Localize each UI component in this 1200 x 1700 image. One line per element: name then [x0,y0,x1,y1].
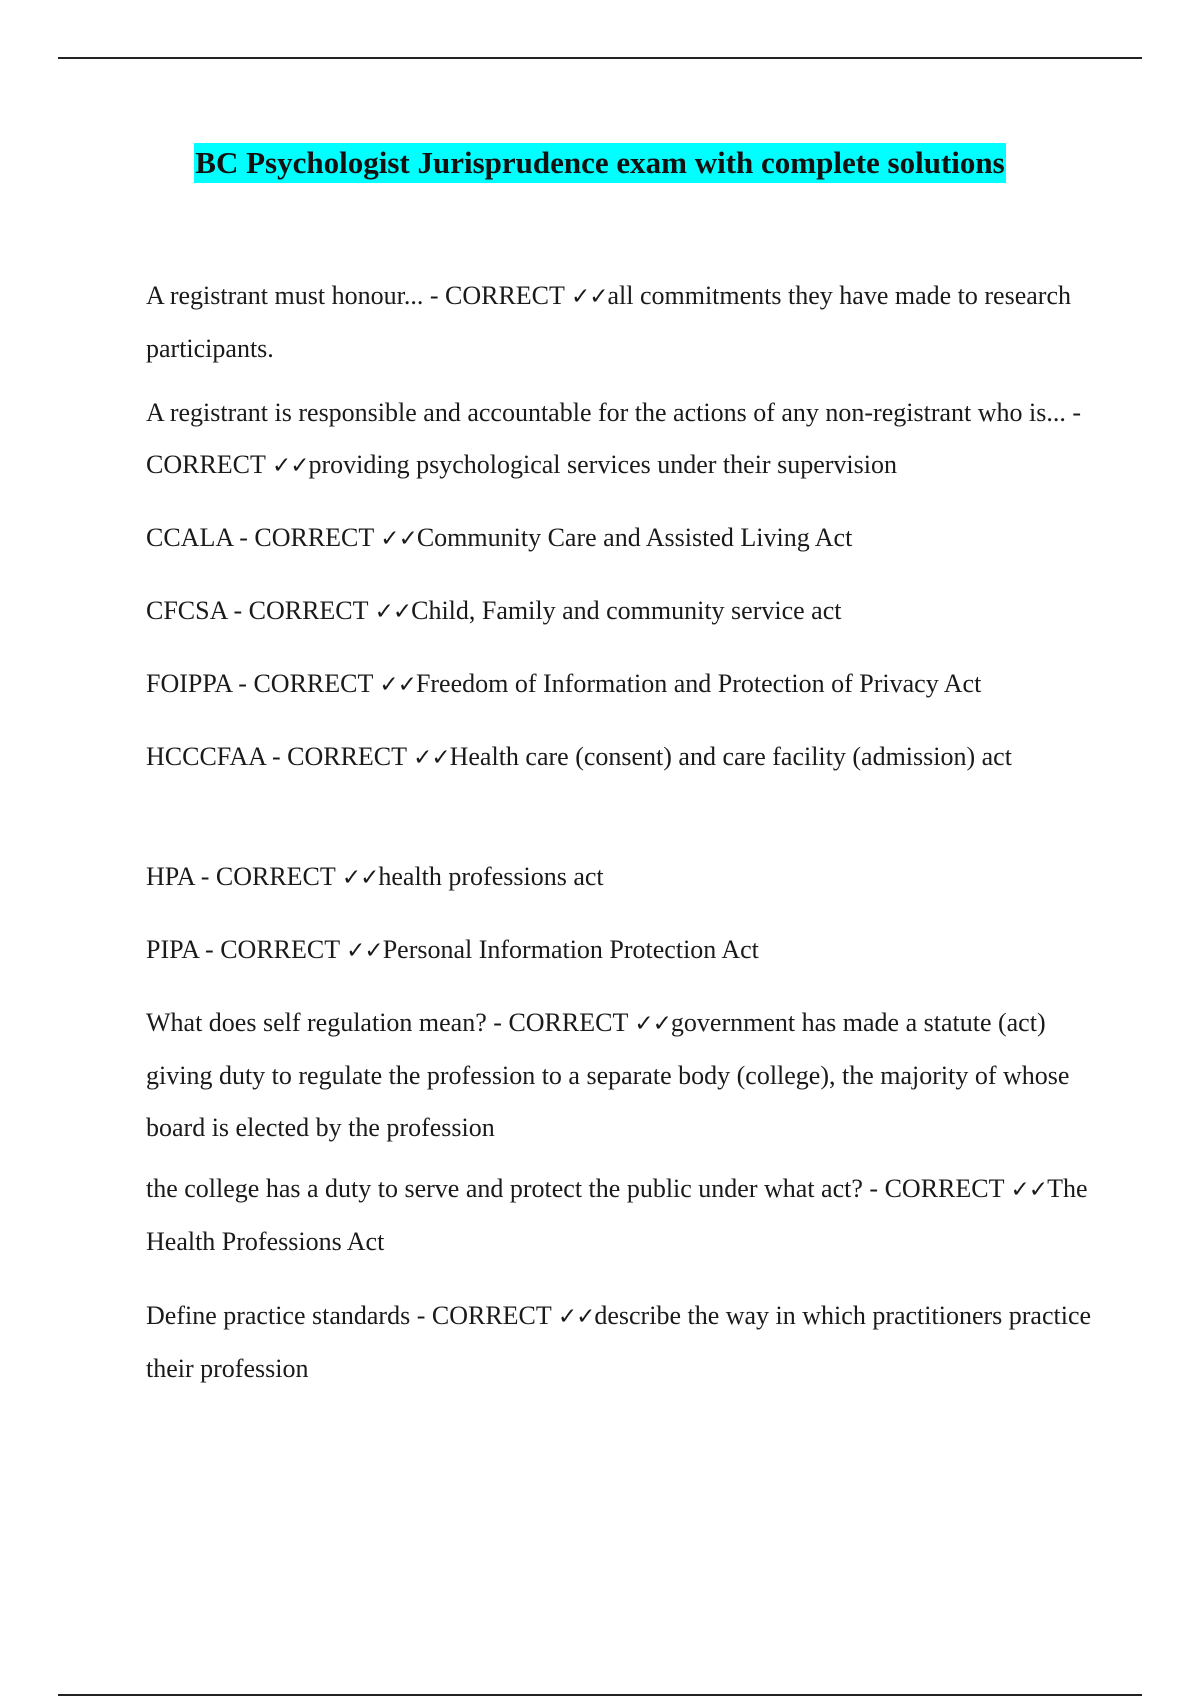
separator: - [194,862,216,891]
footer-rule [58,1694,1142,1696]
qa-item [146,731,1096,784]
qa-item [146,1290,1096,1395]
answer-text: Community Care and Assisted Living Act [416,523,853,552]
separator: - [265,742,288,771]
answer-text: providing psychological services under their supervision [308,450,897,479]
qa-item [146,851,1096,904]
question-text: FOIPPA [146,669,232,698]
question-text: CCALA [146,523,233,552]
status-label: CORRECT [431,1301,552,1330]
double-check-icon: ✓✓ [346,938,383,964]
separator: - [232,523,255,552]
double-check-icon: ✓✓ [413,745,450,771]
question-text: HCCCFAA [146,742,266,771]
question-text: the college has a duty to serve and protect the public under what act? [146,1174,863,1203]
status-label: CORRECT [445,281,565,310]
separator: - [1065,398,1082,427]
question-text: A registrant must honour... [146,281,424,310]
answer-text: The Health Professions Act [146,1174,1088,1256]
double-check-icon: ✓✓ [341,865,379,891]
qa-item [146,512,1096,565]
separator: - [486,1008,509,1037]
answer-text: health professions act [378,862,604,891]
double-check-icon: ✓✓ [374,599,412,625]
header-rule [58,57,1142,59]
double-check-icon: ✓✓ [379,672,416,698]
title-block [0,143,1200,183]
question-text: HPA [146,862,195,891]
question-text: Define practice standards [146,1301,411,1330]
question-text: PIPA [146,935,199,964]
separator: - [198,935,221,964]
double-check-icon: ✓✓ [380,526,417,552]
question-text: A registrant is responsible and accountable for the actions of any non-registrant who is... [146,398,1066,427]
qa-item [146,924,1096,977]
qa-item [146,585,1096,638]
question-text: What does self regulation mean? [146,1008,487,1037]
status-label: CORRECT [884,1174,1005,1203]
separator: - [423,281,445,310]
answer-text: government has made a statute (act) giving duty to regulate the profession to a separate body (college), the majority of whose board is elected by the profession [146,1008,1070,1142]
qa-item [146,387,1096,492]
answer-text: Health care (consent) and care facility (admission) act [449,742,1012,771]
double-check-icon: ✓✓ [1010,1177,1048,1203]
answer-text: all commitments they have made to research participants. [146,281,1071,363]
status-label: CORRECT [254,523,374,552]
separator: - [231,669,254,698]
status-label: CORRECT [508,1008,628,1037]
double-check-icon: ✓✓ [271,453,309,479]
answer-text: Personal Information Protection Act [382,935,759,964]
qa-item [146,1163,1096,1268]
qa-item [146,997,1096,1154]
question-text: CFCSA [146,596,227,625]
double-check-icon: ✓✓ [570,284,608,310]
double-check-icon: ✓✓ [557,1304,595,1330]
separator: - [862,1174,885,1203]
answer-text: describe the way in which practitioners practice their profession [146,1301,1092,1383]
answer-text: Child, Family and community service act [411,596,842,625]
qa-item [146,658,1096,711]
status-label: CORRECT [146,450,266,479]
double-check-icon: ✓✓ [634,1011,671,1037]
status-label: CORRECT [253,669,373,698]
separator: - [410,1301,432,1330]
status-label: CORRECT [248,596,369,625]
status-label: CORRECT [220,935,340,964]
status-label: CORRECT [287,742,407,771]
answer-text: Freedom of Information and Protection of Privacy Act [415,669,982,698]
qa-item [146,270,1096,375]
separator: - [226,596,249,625]
status-label: CORRECT [215,862,336,891]
document-title: BC Psychologist Jurisprudence exam with complete solutions [194,143,1005,183]
